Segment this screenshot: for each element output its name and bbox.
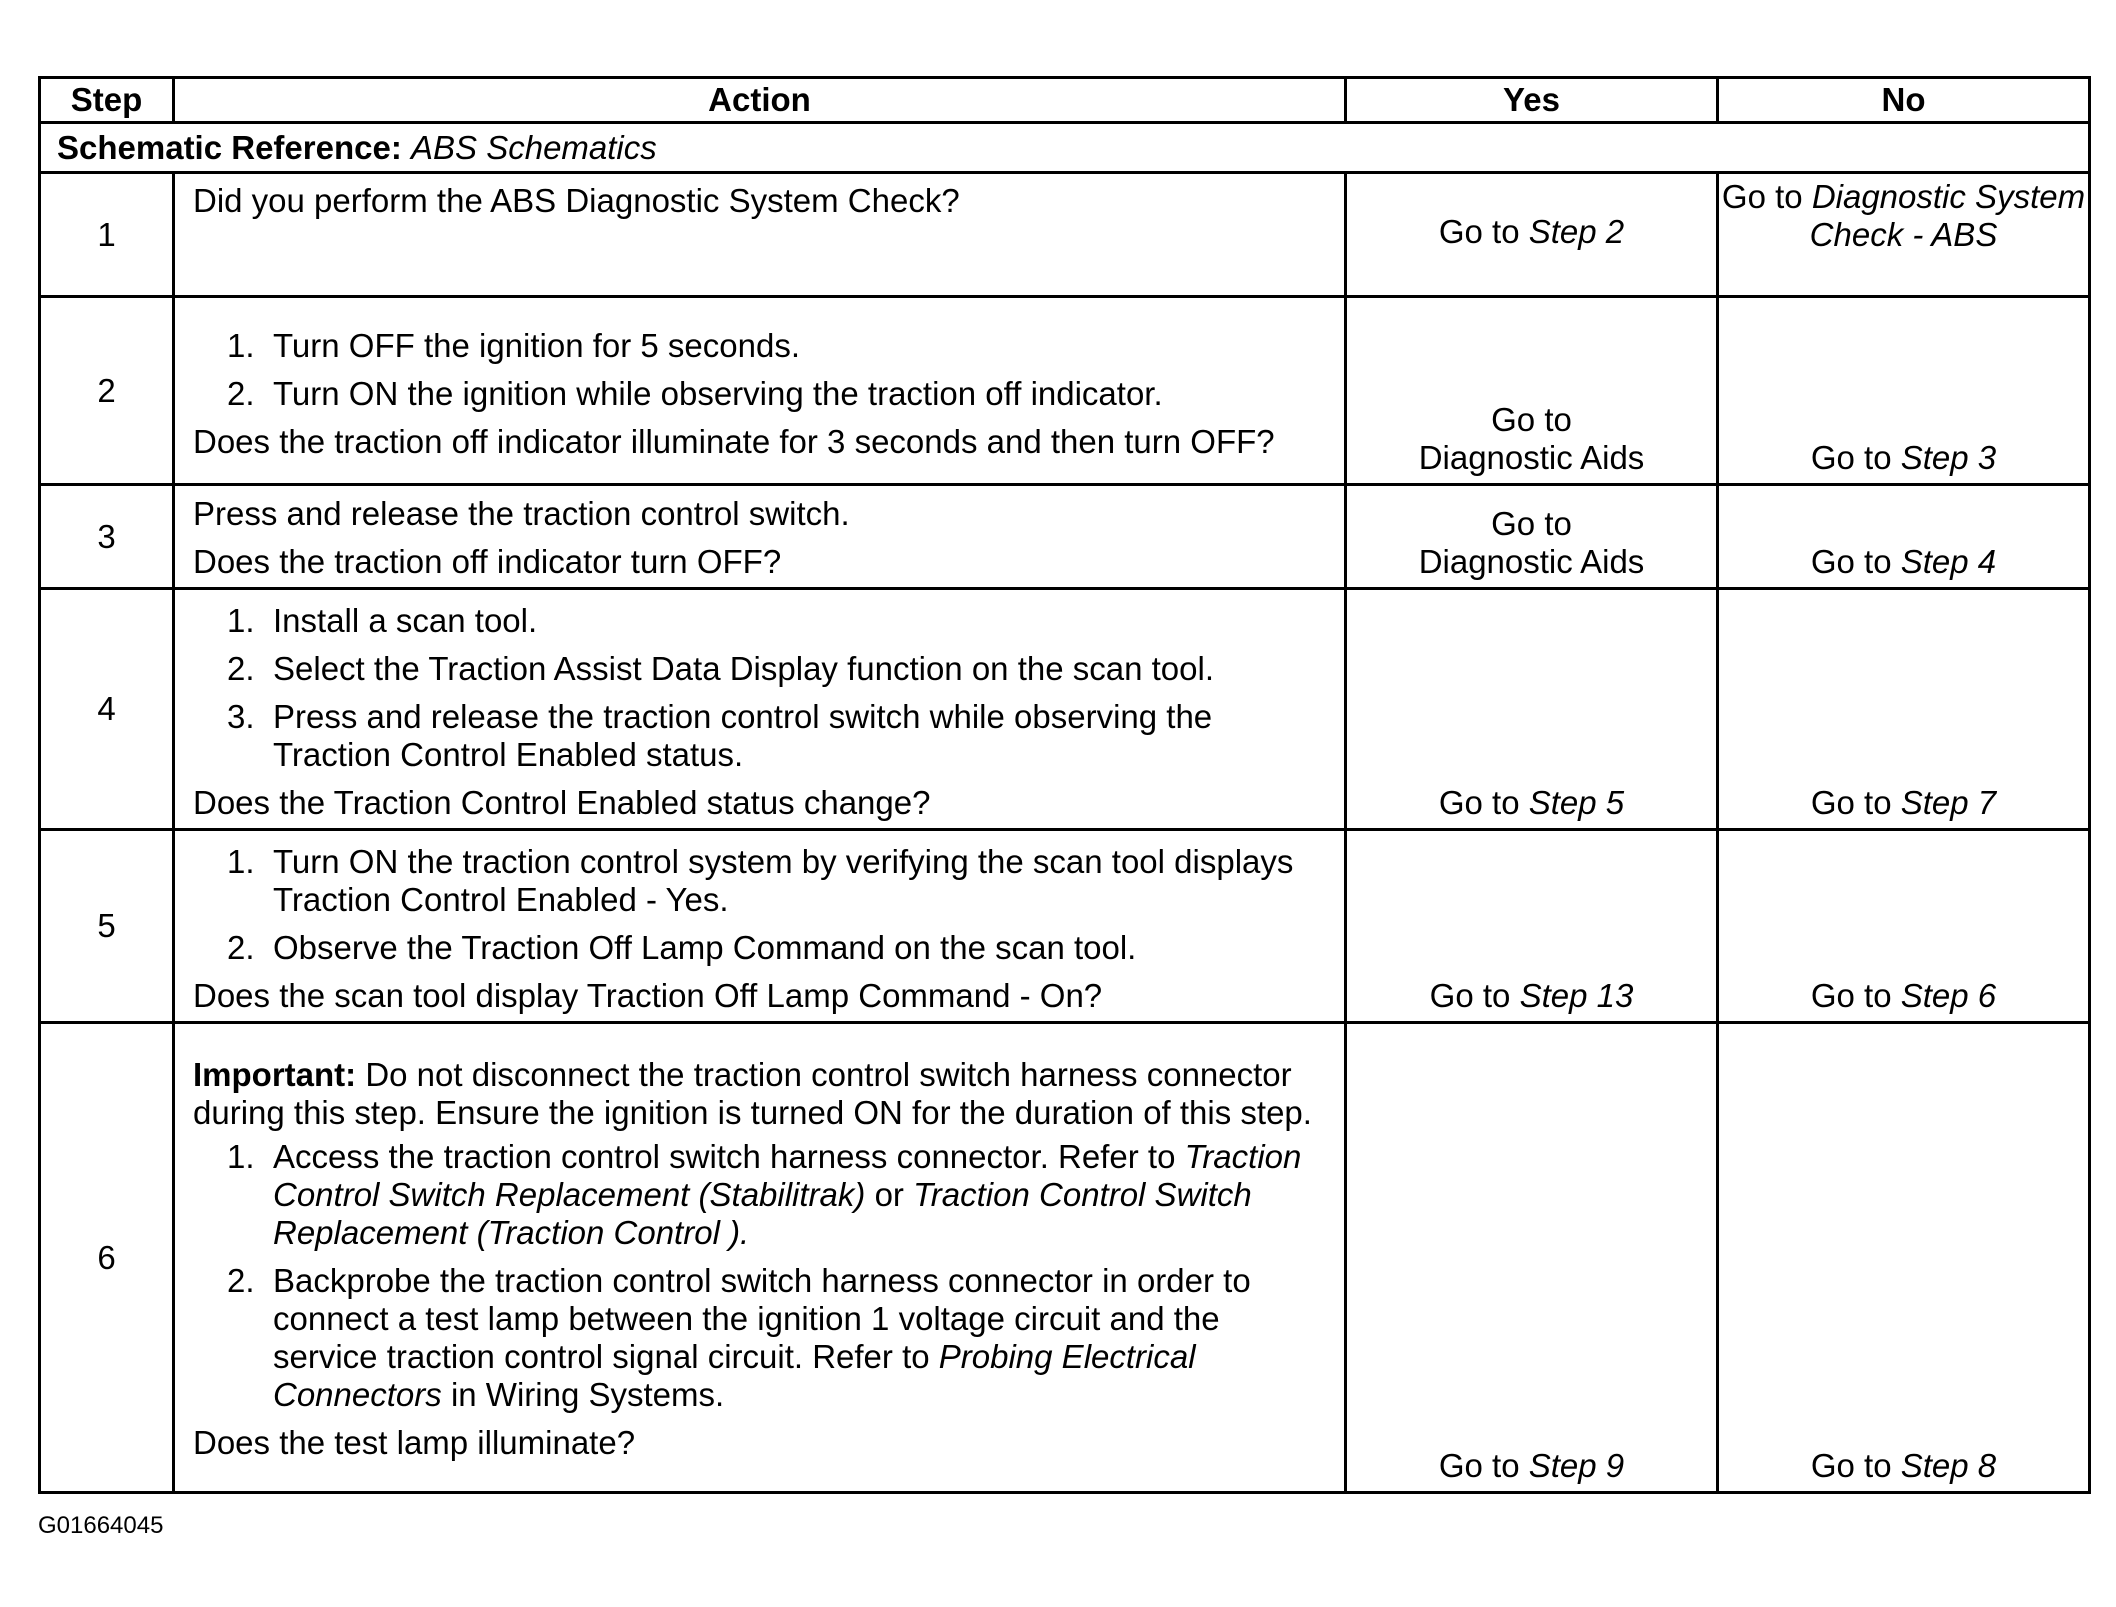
header-step: Step [40, 78, 174, 123]
figure-id: G01664045 [38, 1512, 164, 1539]
reference-link[interactable]: Traction Control Switch Replacement (Traction Control ). [273, 1175, 1252, 1251]
no-cell [1718, 830, 2090, 1023]
yes-prefix: Go to [1438, 1447, 1520, 1484]
yes-prefix: Go to [1491, 505, 1572, 542]
no-prefix: Go to [1810, 1447, 1892, 1484]
yes-link[interactable]: Step 5 [1528, 784, 1625, 821]
header-row [40, 78, 2090, 123]
list-number: 2. [227, 1261, 255, 1299]
yes-prefix: Go to [1491, 401, 1572, 438]
list-item [193, 929, 1326, 967]
list-text: Access the traction control switch harness connector. Refer to [273, 1137, 1176, 1175]
action-cell [174, 589, 1346, 830]
action-cell [174, 1023, 1346, 1493]
step-number: 5 [40, 830, 174, 1023]
yes-cell [1346, 589, 1718, 830]
action-text: Press and release the traction control switch. [193, 494, 850, 532]
no-link[interactable]: Step 7 [1900, 784, 1997, 821]
question: Does the traction off indicator illuminate for 3 seconds and then turn OFF? [193, 422, 1275, 460]
diagnostic-table [38, 76, 2091, 1494]
yes-cell [1346, 830, 1718, 1023]
important-note [193, 1056, 1326, 1132]
table-row [40, 589, 2090, 830]
list-number: 2. [227, 374, 255, 412]
list-text: Turn ON the ignition while observing the traction off indicator. [273, 374, 1163, 412]
table-row [40, 485, 2090, 589]
question: Does the Traction Control Enabled status change? [193, 784, 931, 821]
schematic-reference [40, 123, 2090, 173]
no-link[interactable]: Step 4 [1900, 543, 1997, 580]
list-number: 3. [227, 698, 255, 735]
question: Did you perform the ABS Diagnostic System Check? [193, 182, 960, 219]
action-cell [174, 173, 1346, 297]
no-prefix: Go to [1721, 178, 1803, 215]
schematic-label: Schematic Reference: [57, 128, 402, 166]
yes-cell [1346, 173, 1718, 297]
list-text: Turn ON the traction control system by verifying the scan tool displays Traction Control Enabled - Yes. [273, 843, 1294, 918]
no-cell [1718, 589, 2090, 830]
list-number: 1. [227, 1137, 255, 1175]
no-link[interactable]: Diagnostic System Check - ABS [1809, 178, 2086, 253]
no-cell [1718, 485, 2090, 589]
list-item [193, 602, 1326, 640]
header-action: Action [174, 78, 1346, 123]
no-link[interactable]: Step 3 [1900, 439, 1997, 476]
list-item [193, 698, 1326, 774]
yes-link[interactable]: Step 2 [1528, 212, 1625, 250]
no-prefix: Go to [1810, 439, 1892, 476]
table-row [40, 173, 2090, 297]
step-number: 1 [40, 173, 174, 297]
list-text: Install a scan tool. [273, 602, 538, 639]
list-text: Turn OFF the ignition for 5 seconds. [273, 326, 801, 364]
step-list [193, 1138, 1326, 1414]
no-prefix: Go to [1810, 977, 1892, 1014]
step-number: 2 [40, 297, 174, 485]
action-cell [174, 485, 1346, 589]
list-number: 1. [227, 326, 255, 364]
list-item [193, 327, 1326, 365]
no-cell [1718, 297, 2090, 485]
important-text: Do not disconnect the traction control switch harness connector during this step. Ensure the ignition is turned ON for the duration of this step. [193, 1055, 1312, 1131]
question: Does the traction off indicator turn OFF? [193, 542, 782, 580]
yes-link[interactable]: Diagnostic Aids [1418, 543, 1645, 580]
yes-prefix: Go to [1438, 784, 1520, 821]
list-text: or [874, 1175, 904, 1213]
list-number: 1. [227, 602, 255, 639]
yes-link[interactable]: Diagnostic Aids [1418, 439, 1645, 476]
yes-cell [1346, 1023, 1718, 1493]
list-item [193, 650, 1326, 688]
step-number: 4 [40, 589, 174, 830]
important-label: Important: [193, 1055, 357, 1093]
header-yes: Yes [1346, 78, 1718, 123]
list-text: Observe the Traction Off Lamp Command on the scan tool. [273, 929, 1137, 966]
list-item [193, 375, 1326, 413]
no-link[interactable]: Step 6 [1900, 977, 1997, 1014]
yes-link[interactable]: Step 9 [1528, 1447, 1625, 1484]
table-row [40, 830, 2090, 1023]
no-prefix: Go to [1810, 543, 1892, 580]
step-list [193, 602, 1326, 774]
table-row [40, 1023, 2090, 1493]
yes-prefix: Go to [1429, 977, 1511, 1014]
step-list [193, 843, 1326, 967]
question: Does the test lamp illuminate? [193, 1423, 636, 1461]
list-item [193, 1262, 1326, 1414]
no-cell [1718, 1023, 2090, 1493]
yes-prefix: Go to [1438, 212, 1520, 250]
action-cell [174, 297, 1346, 485]
reference-link[interactable]: Probing Electrical Connectors [273, 1337, 1196, 1413]
list-text: in Wiring Systems. [450, 1375, 725, 1413]
list-item [193, 1138, 1326, 1252]
step-number: 3 [40, 485, 174, 589]
yes-cell [1346, 297, 1718, 485]
list-text: Press and release the traction control switch while observing the Traction Control Enabled status. [273, 698, 1213, 773]
list-number: 1. [227, 843, 255, 880]
question: Does the scan tool display Traction Off Lamp Command - On? [193, 977, 1103, 1014]
no-cell [1718, 173, 2090, 297]
list-text: Select the Traction Assist Data Display function on the scan tool. [273, 650, 1214, 687]
yes-link[interactable]: Step 13 [1519, 977, 1634, 1014]
list-text: Backprobe the traction control switch harness connector in order to connect a test lamp between the ignition 1 voltage circuit and the service traction control signal circuit. Refer to [273, 1261, 1251, 1375]
header-no: No [1718, 78, 2090, 123]
list-number: 2. [227, 929, 255, 966]
no-prefix: Go to [1810, 784, 1892, 821]
step-list [193, 327, 1326, 413]
action-cell [174, 830, 1346, 1023]
table-row [40, 297, 2090, 485]
no-link[interactable]: Step 8 [1900, 1447, 1997, 1484]
schematic-row [40, 123, 2090, 173]
schematic-link[interactable]: ABS Schematics [411, 128, 657, 166]
list-item [193, 843, 1326, 919]
step-number: 6 [40, 1023, 174, 1493]
yes-cell [1346, 485, 1718, 589]
reference-link[interactable]: Traction Control Switch Replacement (Stabilitrak) [273, 1137, 1302, 1213]
list-number: 2. [227, 650, 255, 687]
